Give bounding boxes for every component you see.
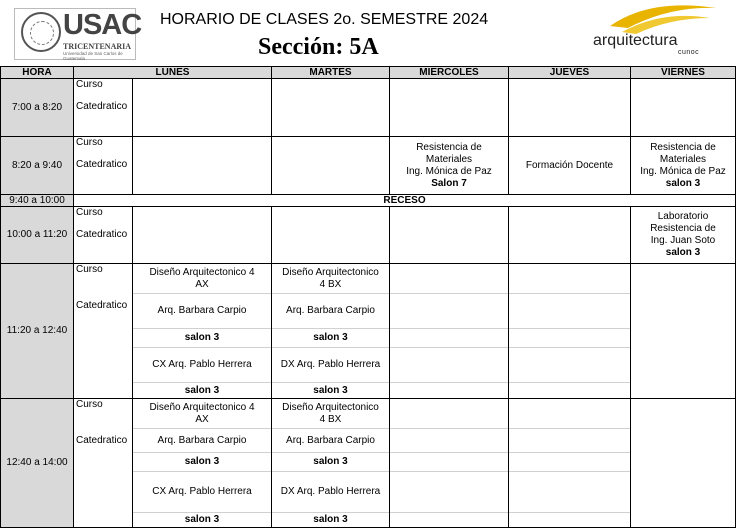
schedule-cell-martes <box>272 399 390 528</box>
course-group: AX <box>195 278 209 290</box>
curso-label: Curso <box>76 264 103 275</box>
curso-label: Curso <box>76 207 103 218</box>
classroom: Salon 7 <box>431 177 467 189</box>
receso-cell: RECESO <box>74 195 736 207</box>
course-name: Materiales <box>425 153 473 165</box>
professor: Arq. Barbara Carpio <box>272 429 389 453</box>
classroom: salon 3 <box>184 514 220 525</box>
professor: Ing. Mónica de Paz <box>406 165 492 177</box>
course-block <box>133 399 271 429</box>
classroom: salon 3 <box>313 384 348 396</box>
professor: Arq. Barbara Carpio <box>272 294 389 329</box>
schedule-cell <box>631 264 736 399</box>
course-name: Diseño Arquitectonico <box>282 401 379 413</box>
course-block <box>272 399 389 429</box>
course-name: Laboratorio <box>657 211 709 222</box>
schedule-cell-martes <box>272 264 390 399</box>
classroom: salon 3 <box>272 329 389 348</box>
time-cell: 7:00 a 8:20 <box>1 79 74 137</box>
schedule-cell <box>272 79 390 137</box>
schedule-cell <box>390 399 509 528</box>
course-name: Diseño Arquitectonico 4 <box>149 401 255 413</box>
schedule-cell-lunes <box>133 399 272 528</box>
time-cell: 10:00 a 11:20 <box>1 207 74 264</box>
label-cell <box>74 399 133 528</box>
time-cell: 12:40 a 14:00 <box>1 399 74 528</box>
catedratico-label: Catedratico <box>76 101 128 112</box>
catedratico-label: Catedratico <box>76 159 128 170</box>
schedule-cell <box>631 79 736 137</box>
schedule-cell <box>133 79 272 137</box>
label-cell <box>74 137 133 195</box>
schedule-cell <box>509 207 631 264</box>
classroom: salon 3 <box>184 384 220 396</box>
catedratico-label: Catedratico <box>76 300 128 311</box>
schedule-cell <box>509 399 631 528</box>
course-block <box>133 264 271 294</box>
table-row <box>1 399 736 528</box>
arquitectura-logo-text: arquitectura <box>593 32 678 49</box>
column-header-hora: HORA <box>1 67 74 79</box>
schedule-cell <box>631 399 736 528</box>
group-professor: CX Arq. Pablo Herrera <box>133 472 271 513</box>
schedule-cell <box>390 207 509 264</box>
classroom: salon 3 <box>133 453 271 472</box>
schedule-cell <box>133 137 272 195</box>
label-cell <box>74 264 133 399</box>
schedule-cell-lunes <box>133 264 272 399</box>
schedule-table <box>0 66 736 528</box>
usac-logo-subtext: TRICENTENARIA <box>63 42 132 51</box>
cunoc-logo-text: cunoc <box>678 49 700 56</box>
classroom: salon 3 <box>272 453 389 472</box>
course-name: Resistencia de <box>650 223 716 234</box>
classroom: salon 3 <box>665 247 701 258</box>
course-name: Resistencia de <box>650 141 716 153</box>
curso-label: Curso <box>76 399 103 410</box>
course-name: Formación Docente <box>525 159 614 171</box>
page-title: HORARIO DE CLASES 2o. SEMESTRE 2024 <box>160 11 489 28</box>
schedule-cell <box>272 207 390 264</box>
course-name: Materiales <box>659 153 707 165</box>
time-cell: 8:20 a 9:40 <box>1 137 74 195</box>
schedule-cell-miercoles <box>390 137 509 195</box>
section-title: Sección: 5A <box>258 34 379 60</box>
schedule-cell <box>390 264 509 399</box>
time-cell: 9:40 a 10:00 <box>1 195 74 207</box>
curso-label: Curso <box>76 137 103 148</box>
header-row <box>1 67 736 79</box>
group-professor: CX Arq. Pablo Herrera <box>133 348 271 383</box>
schedule-cell <box>509 264 631 399</box>
table-row <box>1 264 736 399</box>
schedule-cell <box>133 207 272 264</box>
course-name: Diseño Arquitectonico <box>282 266 379 278</box>
classroom: salon 3 <box>313 514 348 525</box>
catedratico-label: Catedratico <box>76 435 128 446</box>
usac-logo <box>14 8 142 61</box>
course-group: AX <box>195 413 209 425</box>
schedule-cell <box>509 79 631 137</box>
table-row <box>1 137 736 195</box>
usac-logo-text: USAC <box>63 9 142 41</box>
header <box>0 0 736 66</box>
column-header-viernes: VIERNES <box>631 67 736 79</box>
schedule-cell <box>390 79 509 137</box>
column-header-martes: MARTES <box>272 67 390 79</box>
course-group: 4 BX <box>319 278 342 290</box>
group-professor: DX Arq. Pablo Herrera <box>272 348 389 383</box>
course-block <box>272 264 389 294</box>
usac-logo-small-text: Universidad de San Carlos de Guatemala <box>63 51 123 61</box>
professor: Ing. Mónica de Paz <box>640 165 726 177</box>
course-name: Resistencia de <box>416 141 482 153</box>
professor: Ing. Juan Soto <box>650 235 716 246</box>
professor: Arq. Barbara Carpio <box>133 294 271 329</box>
swoosh-icon <box>610 4 720 34</box>
table-row <box>1 79 736 137</box>
classroom: salon 3 <box>665 177 701 189</box>
column-header-lunes: LUNES <box>74 67 272 79</box>
curso-label: Curso <box>76 79 103 90</box>
arquitectura-logo <box>590 4 730 62</box>
label-cell <box>74 79 133 137</box>
schedule-cell <box>272 137 390 195</box>
column-header-miercoles: MIERCOLES <box>390 67 509 79</box>
table-row-receso <box>1 195 736 207</box>
column-header-jueves: JUEVES <box>509 67 631 79</box>
label-cell <box>74 207 133 264</box>
schedule-cell-viernes <box>631 207 736 264</box>
university-seal-icon <box>21 12 61 52</box>
classroom: salon 3 <box>133 329 271 348</box>
professor: Arq. Barbara Carpio <box>133 429 271 453</box>
course-group: 4 BX <box>319 413 342 425</box>
schedule-cell-viernes <box>631 137 736 195</box>
schedule-cell-jueves <box>509 137 631 195</box>
group-professor: DX Arq. Pablo Herrera <box>272 472 389 513</box>
table-row <box>1 207 736 264</box>
catedratico-label: Catedratico <box>76 229 128 240</box>
course-name: Diseño Arquitectonico 4 <box>149 266 255 278</box>
time-cell: 11:20 a 12:40 <box>1 264 74 399</box>
